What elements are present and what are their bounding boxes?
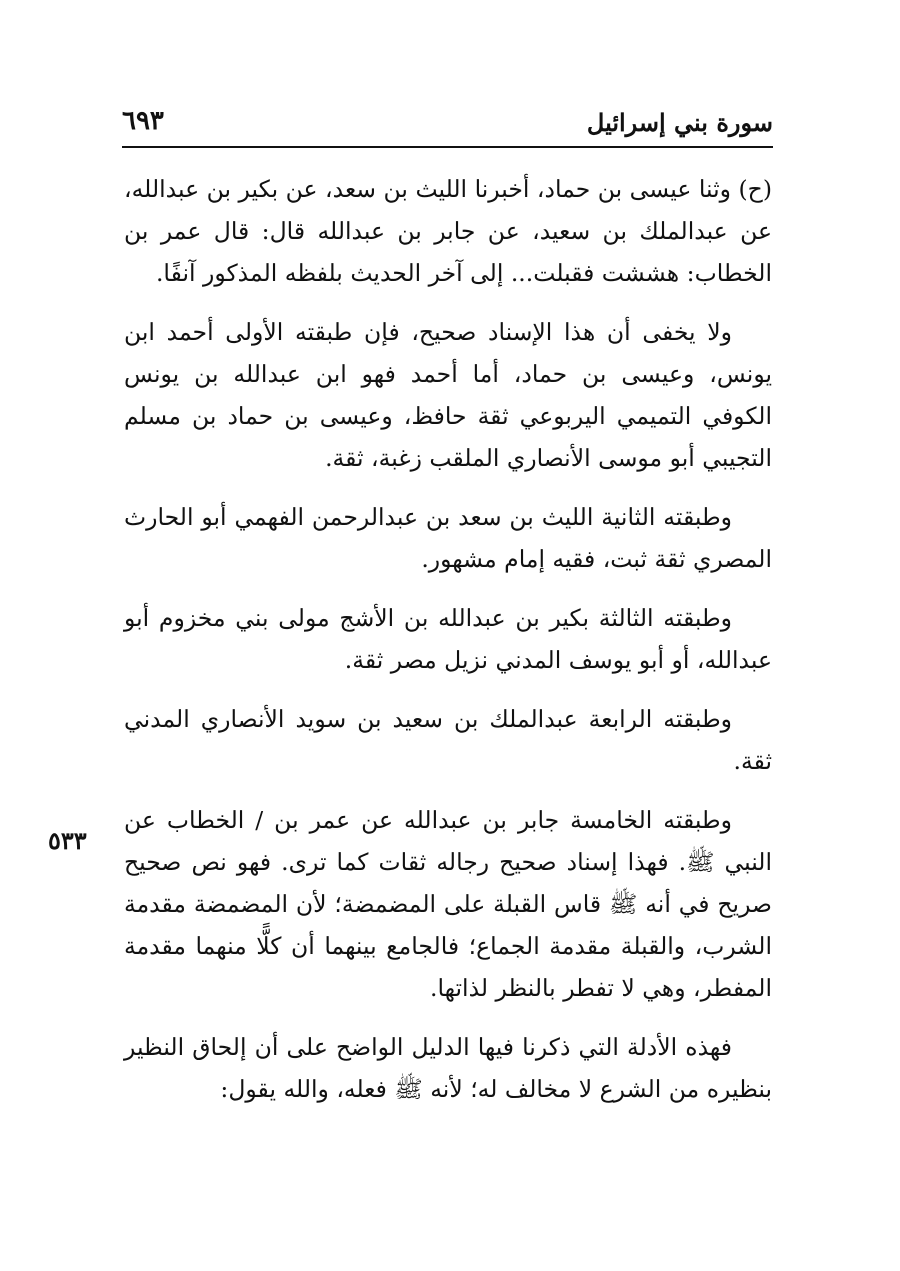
paragraph: وطبقته الرابعة عبدالملك بن سعيد بن سويد الأنصاري المدني ثقة. [124,705,772,775]
running-header [122,100,773,148]
paragraph: ولا يخفى أن هذا الإسناد صحيح، فإن طبقته الأولى أحمد ابن يونس، وعيسى بن حماد، أما أحمد فهو ابن عبدالله بن يونس الكوفي التميمي اليربوعي ثقة حافظ، وعيسى بن حماد بن مسلم التجيبي أبو موسى الأنصاري الملقب زغبة، ثقة. [124,318,772,472]
paragraph: وطبقته الخامسة جابر بن عبدالله عن عمر بن / الخطاب عن النبي ﷺ. فهذا إسناد صحيح رجاله ثقات كما ترى. فهو نص صحيح صريح في أنه ﷺ قاس القبلة على المضمضة؛ لأن المضمضة مقدمة الشرب، والقبلة مقدمة الجماع؛ فالجامع بينهما أن كلًّا منهما مقدمة المفطر، وهي لا تفطر بالنظر لذاتها. [124,806,772,1002]
paragraph: (ح) وثنا عيسى بن حماد، أخبرنا الليث بن سعد، عن بكير بن عبدالله، عن عبدالملك بن سعيد، عن جابر بن عبدالله قال: قال عمر بن الخطاب: هششت فقبلت... إلى آخر الحديث بلفظه المذكور آنفًا. [124,175,772,287]
body-text [124,168,772,1127]
paragraph: فهذه الأدلة التي ذكرنا فيها الدليل الواضح على أن إلحاق النظير بنظيره من الشرع لا مخالف له؛ لأنه ﷺ فعله، والله يقول: [124,1033,772,1103]
margin-page-reference: ٥٣٣ [48,826,87,855]
page-number: ٦٩٣ [122,106,164,136]
surah-title: سورة بني إسرائيل [586,108,773,137]
paragraph: وطبقته الثالثة بكير بن عبدالله بن الأشج مولى بني مخزوم أبو عبدالله، أو أبو يوسف المدني نزيل مصر ثقة. [124,604,772,674]
paragraph: وطبقته الثانية الليث بن سعد بن عبدالرحمن الفهمي أبو الحارث المصري ثقة ثبت، فقيه إمام مشهور. [124,503,772,573]
